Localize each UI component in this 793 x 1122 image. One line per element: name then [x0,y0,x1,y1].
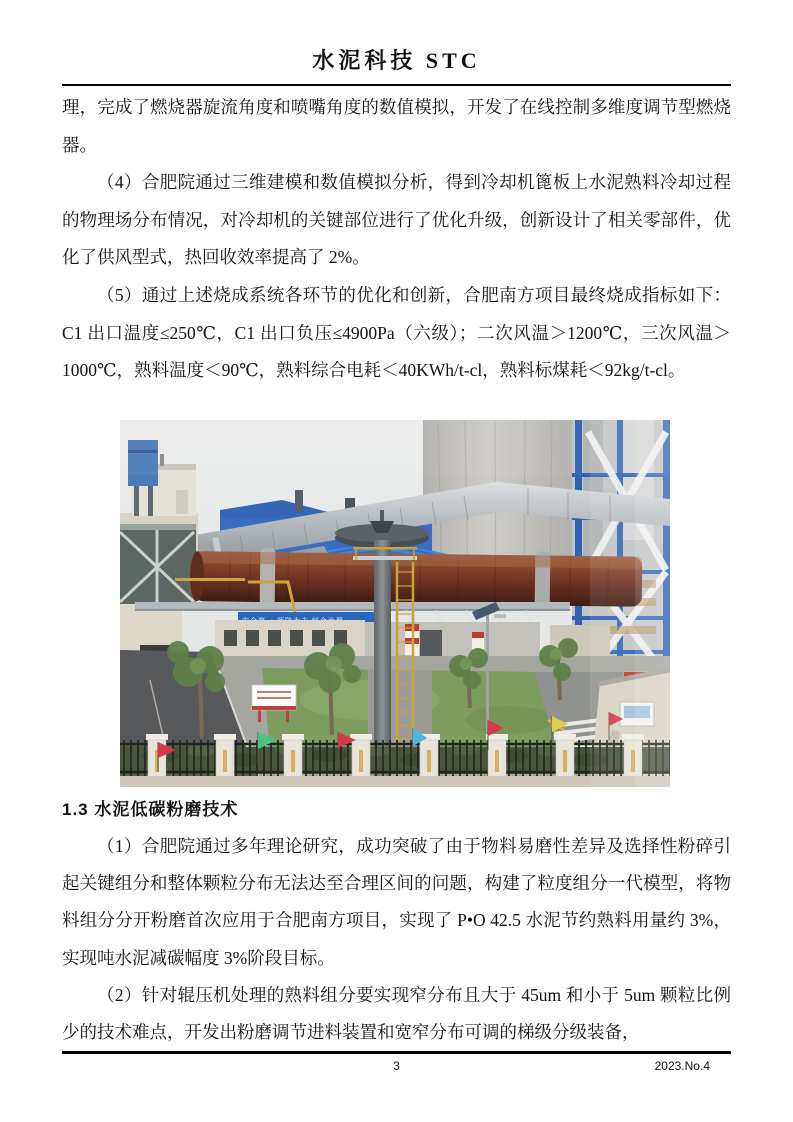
footer-divider [62,1051,731,1054]
base-wall [120,776,670,787]
paragraph-1: （1）合肥院通过多年理论研究，成功突破了由于物料易磨性差异及选择性粉碎引起关键组分和整体颗粒分布无法达至合理区间的问题，构建了粒度组分一代模型，将物料组分分开粉磨首次应用于合肥南方项目，实现了 P•O 42.5 水泥节约熟料用量约 3%，实现吨水泥减碳幅度 3%阶段目标。 [62,836,731,968]
cement-plant-photo-graphic [120,420,670,787]
paragraph-2: （2）针对辊压机处理的熟料组分要实现窄分布且大于 45um 和小于 5um 颗粒比例少的技术难点，开发出粉磨调节进料装置和宽窄分布可调的梯级分级装备， [62,984,731,1043]
paragraph-4: （4）合肥院通过三维建模和数值模拟分析，得到冷却机篦板上水泥熟料冷却过程的物理场分布情况，对冷却机的关键部位进行了优化升级，创新设计了相关零部件，优化了供风型式，热回收效率提高了 2%。 [62,172,731,268]
body-text-block-2 [62,828,731,1051]
body-text-block-1 [62,89,731,390]
paragraph-5: （5）通过上述烧成系统各环节的优化和创新，合肥南方项目最终烧成指标如下：C1 出口温度≤250℃，C1 出口负压≤4900Pa（六级）；二次风温＞1200℃，三次风温＞1000℃，熟料温度＜90℃，熟料综合电耗＜40KWh/t-cl，熟料标煤耗＜92kg/t-cl。 [62,284,731,381]
header-divider [62,84,731,86]
paragraph-continuation: 理，完成了燃烧器旋流角度和喷嘴角度的数值模拟，开发了在线控制多维度调节型燃烧器。 [62,97,731,155]
page-number: 3 [393,1059,400,1073]
section-heading-1-3: 1.3 水泥低碳粉磨技术 [62,800,239,819]
page-title: 水泥科技 STC [312,48,481,73]
cement-plant-photo [120,420,670,787]
perimeter-fence [120,734,670,782]
issue-number: 2023.No.4 [654,1059,710,1073]
